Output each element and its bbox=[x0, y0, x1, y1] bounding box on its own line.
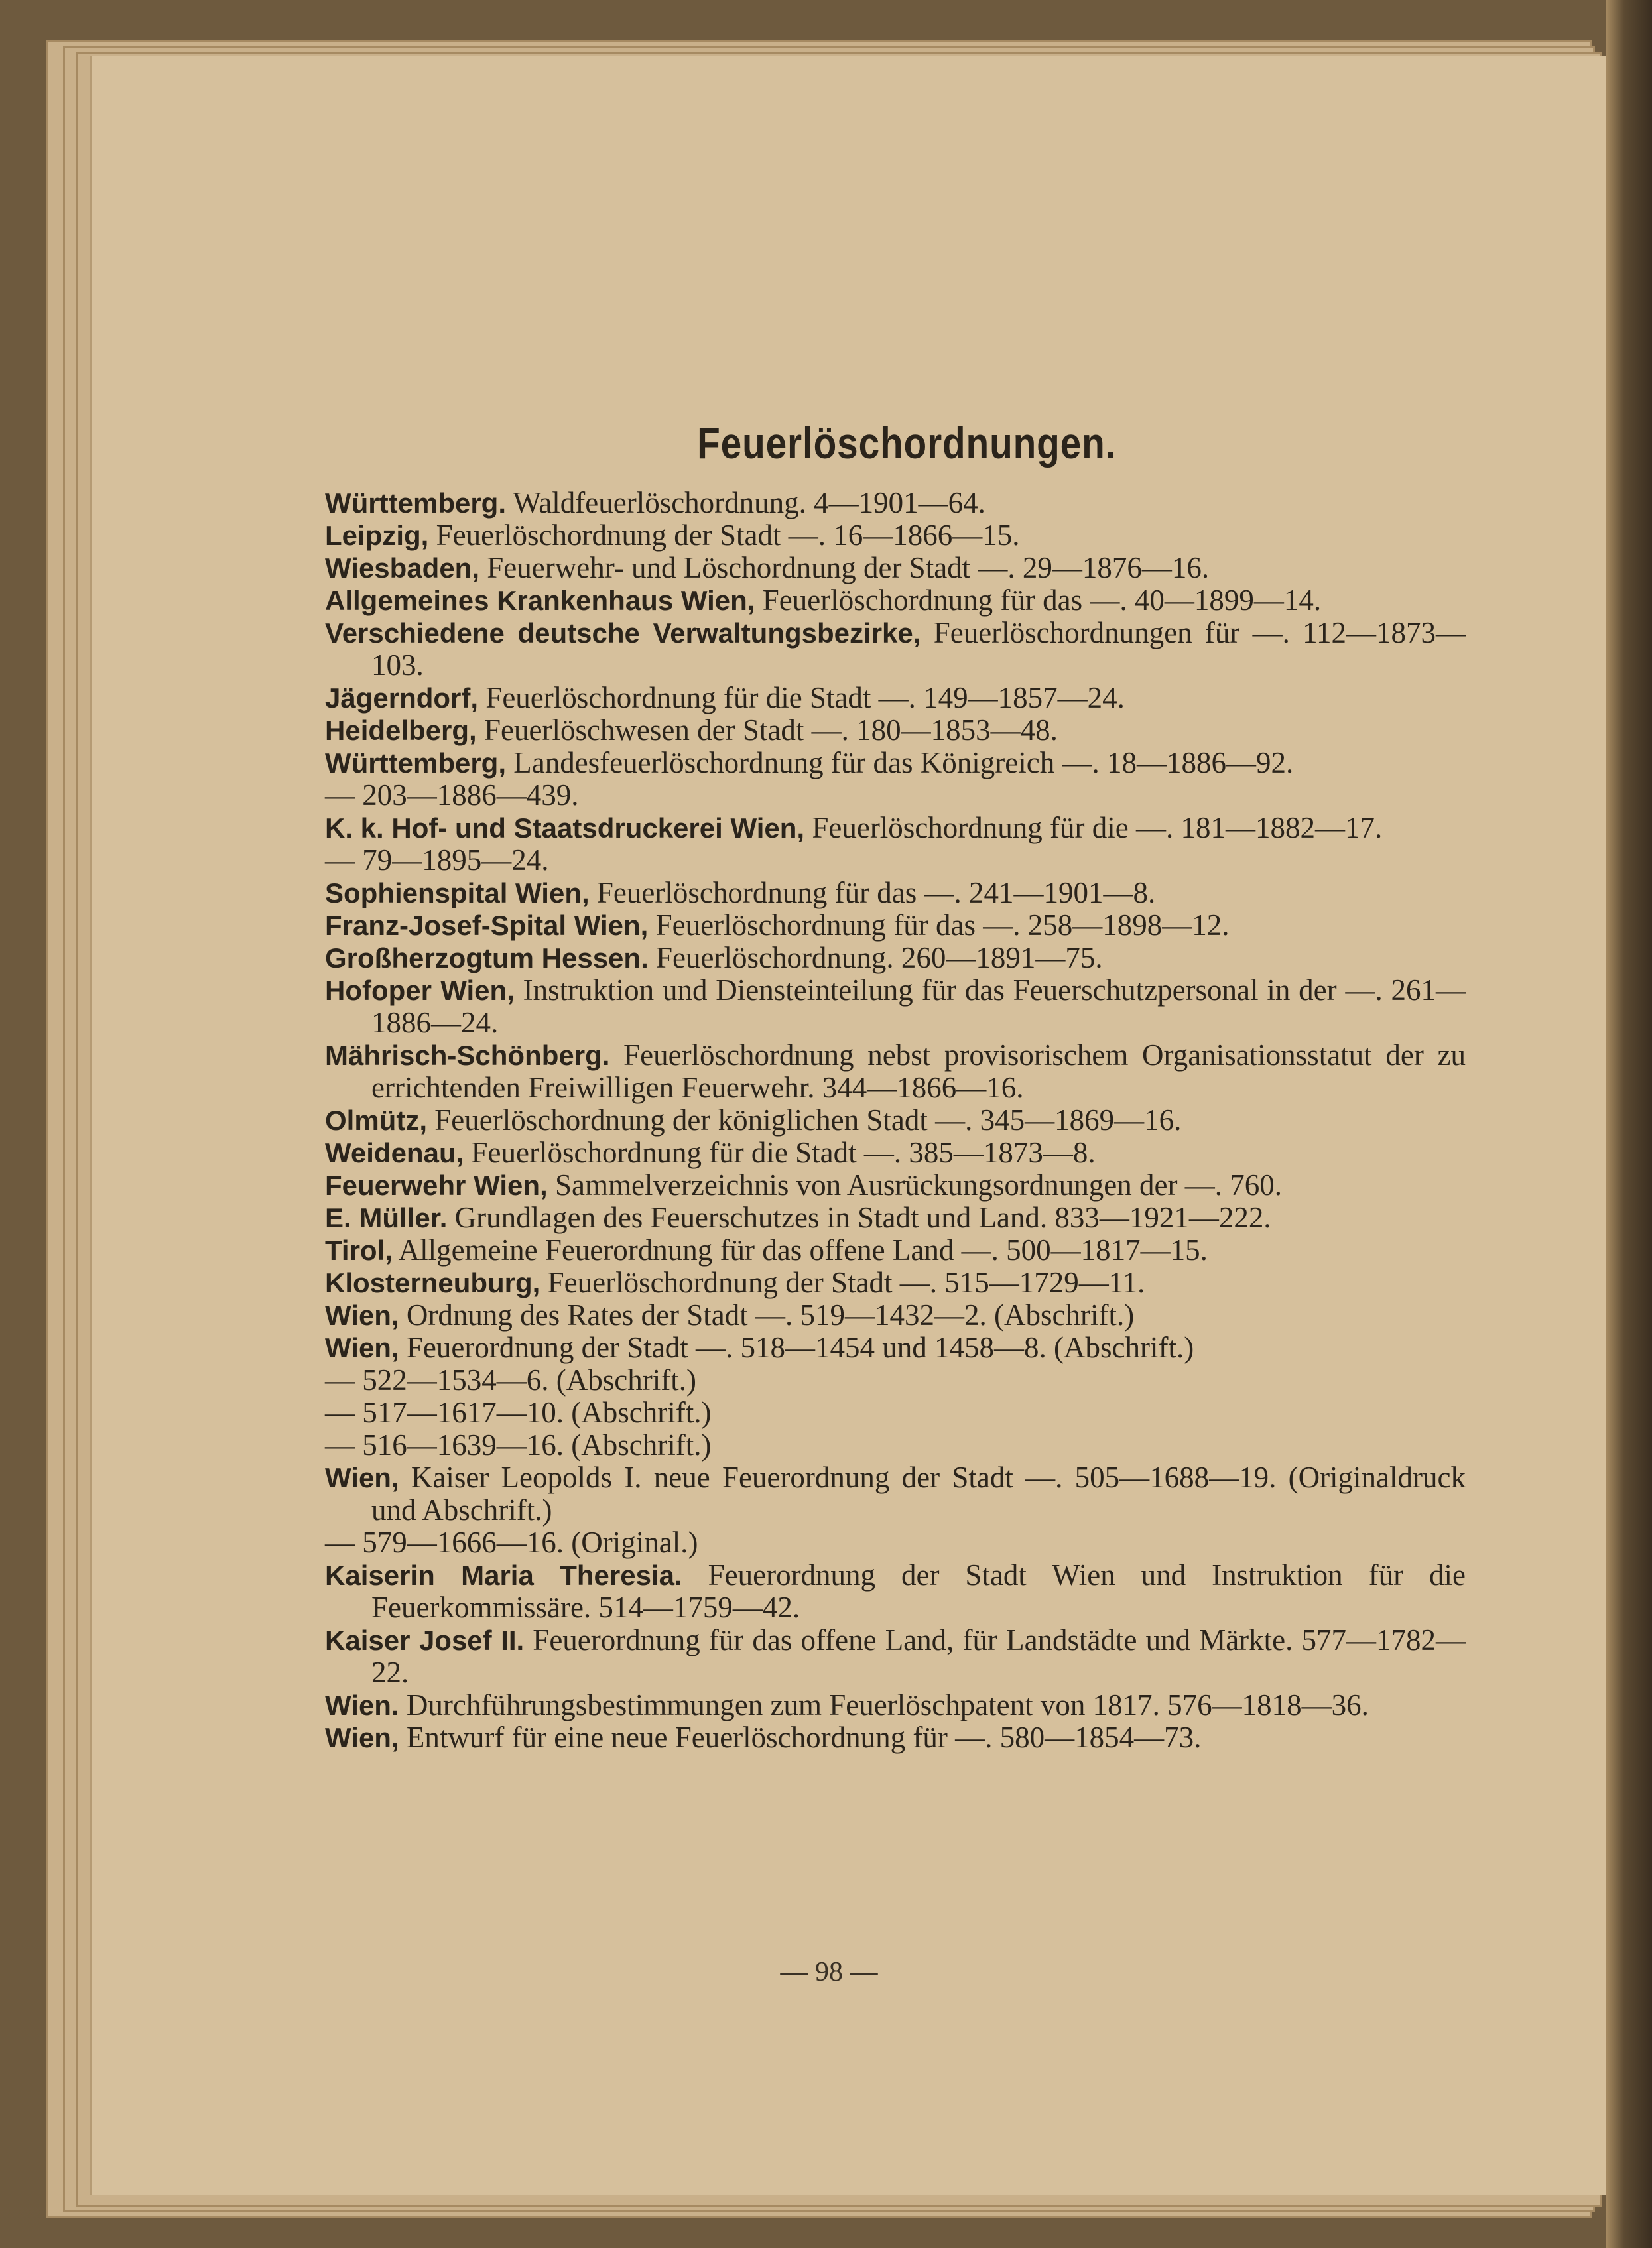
list-item bbox=[325, 779, 1466, 812]
entry-heading: Württemberg. bbox=[325, 487, 506, 519]
list-item bbox=[325, 1039, 1466, 1104]
entry-text: Durchführungsbestimmungen zum Feuerlöschpatent von 1817. 576—1818—36. bbox=[399, 1688, 1369, 1721]
list-item bbox=[325, 1397, 1466, 1429]
list-item bbox=[325, 974, 1466, 1039]
entry-heading: Weidenau, bbox=[325, 1137, 464, 1168]
list-item bbox=[325, 1267, 1466, 1299]
list-item bbox=[325, 844, 1466, 877]
list-item bbox=[325, 1559, 1466, 1624]
entry-heading: Wiesbaden, bbox=[325, 552, 480, 584]
entry-text: Feuerwehr- und Löschordnung der Stadt —. 29—1876—16. bbox=[479, 551, 1210, 584]
list-item bbox=[325, 1364, 1466, 1397]
list-item bbox=[325, 1104, 1466, 1137]
entry-text: Kaiser Leopolds I. neue Feuerordnung der Stadt —. 505—1688—19. (Originaldruck und Abschrift.) bbox=[371, 1461, 1466, 1527]
list-item bbox=[325, 584, 1466, 617]
entry-heading: Württemberg, bbox=[325, 747, 506, 779]
list-item bbox=[325, 1299, 1466, 1332]
list-item bbox=[325, 1624, 1466, 1689]
entry-heading: Wien, bbox=[325, 1462, 399, 1493]
list-item bbox=[325, 877, 1466, 909]
entry-heading: Leipzig, bbox=[325, 520, 429, 551]
entry-text: Allgemeine Feuerordnung für das offene Land —. 500—1817—15. bbox=[392, 1233, 1208, 1267]
entry-text: — 203—1886—439. bbox=[325, 779, 579, 812]
entry-text: Feuerordnung der Stadt —. 518—1454 und 1458—8. (Abschrift.) bbox=[399, 1331, 1194, 1364]
entry-text: Feuerordnung für das offene Land, für Landstädte und Märkte. 577—1782—22. bbox=[371, 1623, 1466, 1689]
list-item bbox=[325, 747, 1466, 779]
entry-text: Feuerlöschordnung der königlichen Stadt —. 345—1869—16. bbox=[427, 1103, 1182, 1137]
entry-heading: Kaiserin Maria Theresia. bbox=[325, 1560, 682, 1591]
entry-text: Feuerlöschordnungen für —. 112—1873—103. bbox=[371, 616, 1466, 682]
entry-heading: Jägerndorf, bbox=[325, 682, 479, 714]
entry-text: Grundlagen des Feuerschutzes in Stadt und Land. 833—1921—222. bbox=[447, 1201, 1271, 1234]
list-item bbox=[325, 1332, 1466, 1364]
entry-heading: Allgemeines Krankenhaus Wien, bbox=[325, 585, 755, 616]
entry-text: Feuerlöschordnung für die Stadt —. 149—1857—24. bbox=[478, 681, 1125, 714]
book-spine-shadow bbox=[1606, 0, 1652, 2248]
list-item bbox=[325, 1137, 1466, 1169]
list-item bbox=[325, 1234, 1466, 1267]
list-item bbox=[325, 617, 1466, 682]
list-item bbox=[325, 1169, 1466, 1202]
entry-text: Feuerlöschordnung. 260—1891—75. bbox=[648, 941, 1103, 974]
entry-heading: Franz-Josef-Spital Wien, bbox=[325, 910, 649, 941]
entry-text: Feuerordnung der Stadt Wien und Instruktion für die Feuerkommissäre. 514—1759—42. bbox=[371, 1558, 1466, 1624]
list-item bbox=[325, 942, 1466, 974]
entry-text: Landesfeuerlöschordnung für das Königreich —. 18—1886—92. bbox=[506, 746, 1294, 779]
entry-heading: Kaiser Josef II. bbox=[325, 1625, 525, 1656]
list-item bbox=[325, 487, 1466, 519]
entry-heading: Mährisch-Schönberg. bbox=[325, 1040, 610, 1071]
entry-text: Feuerlöschordnung nebst provisorischem Organisationsstatut der zu errichtenden Freiwilligen Feuerwehr. 344—1866—16. bbox=[371, 1038, 1466, 1104]
entry-text: — 516—1639—16. (Abschrift.) bbox=[325, 1428, 712, 1462]
list-item bbox=[325, 682, 1466, 714]
list-item bbox=[325, 1462, 1466, 1527]
entry-heading: K. k. Hof- und Staatsdruckerei Wien, bbox=[325, 812, 805, 843]
entry-heading: Feuerwehr Wien, bbox=[325, 1170, 548, 1201]
entry-text: — 522—1534—6. (Abschrift.) bbox=[325, 1363, 696, 1397]
entry-heading: Olmütz, bbox=[325, 1105, 427, 1136]
entry-heading: Sophienspital Wien, bbox=[325, 877, 590, 908]
entry-text: — 579—1666—16. (Original.) bbox=[325, 1526, 698, 1559]
list-item bbox=[325, 909, 1466, 942]
entry-text: Feuerlöschordnung für die Stadt —. 385—1873—8. bbox=[464, 1136, 1096, 1169]
entry-heading: Wien. bbox=[325, 1690, 399, 1721]
entry-text: Entwurf für eine neue Feuerlöschordnung für —. 580—1854—73. bbox=[399, 1721, 1202, 1754]
entry-heading: Hofoper Wien, bbox=[325, 975, 515, 1006]
entry-text: Ordnung des Rates der Stadt —. 519—1432—2. (Abschrift.) bbox=[399, 1298, 1135, 1332]
entry-text: Instruktion und Diensteinteilung für das Feuerschutzpersonal in der —. 261—1886—24. bbox=[371, 973, 1466, 1039]
entry-text: Feuerlöschordnung für das —. 258—1898—12. bbox=[648, 908, 1230, 942]
list-item bbox=[325, 1429, 1466, 1462]
entry-text: Waldfeuerlöschordnung. 4—1901—64. bbox=[506, 486, 985, 519]
entry-list bbox=[325, 487, 1466, 1754]
entry-text: Feuerlöschordnung für das —. 40—1899—14. bbox=[755, 584, 1322, 617]
entry-text: — 79—1895—24. bbox=[325, 843, 549, 877]
list-item bbox=[325, 1689, 1466, 1721]
entry-heading: Klosterneuburg, bbox=[325, 1267, 540, 1298]
list-item bbox=[325, 714, 1466, 747]
entry-text: Sammelverzeichnis von Ausrückungsordnungen der —. 760. bbox=[547, 1168, 1282, 1202]
entry-heading: Wien, bbox=[325, 1722, 399, 1753]
list-item bbox=[325, 812, 1466, 844]
list-item bbox=[325, 1202, 1466, 1234]
list-item bbox=[325, 552, 1466, 584]
entry-text: — 517—1617—10. (Abschrift.) bbox=[325, 1396, 712, 1429]
entry-heading: Wien, bbox=[325, 1300, 399, 1331]
entry-heading: Heidelberg, bbox=[325, 715, 477, 746]
page-content bbox=[325, 418, 1466, 1754]
entry-heading: Wien, bbox=[325, 1332, 399, 1363]
entry-text: Feuerlöschordnung der Stadt —. 515—1729—11. bbox=[540, 1266, 1145, 1299]
entry-text: Feuerlöschordnung für die —. 181—1882—17. bbox=[804, 811, 1383, 844]
list-item bbox=[325, 1527, 1466, 1559]
list-item bbox=[325, 519, 1466, 552]
list-item bbox=[325, 1721, 1466, 1754]
entry-text: Feuerlöschwesen der Stadt —. 180—1853—48. bbox=[476, 714, 1058, 747]
page-title: Feuerlöschordnungen. bbox=[697, 418, 1117, 468]
entry-heading: Großherzogtum Hessen. bbox=[325, 942, 649, 973]
entry-heading: Verschiedene deutsche Verwaltungsbezirke, bbox=[325, 617, 921, 649]
entry-heading: Tirol, bbox=[325, 1235, 393, 1266]
page-number: — 98 — bbox=[780, 1957, 878, 1987]
entry-heading: E. Müller. bbox=[325, 1202, 448, 1233]
entry-text: Feuerlöschordnung für das —. 241—1901—8. bbox=[589, 876, 1156, 909]
entry-text: Feuerlöschordnung der Stadt —. 16—1866—15. bbox=[428, 519, 1020, 552]
